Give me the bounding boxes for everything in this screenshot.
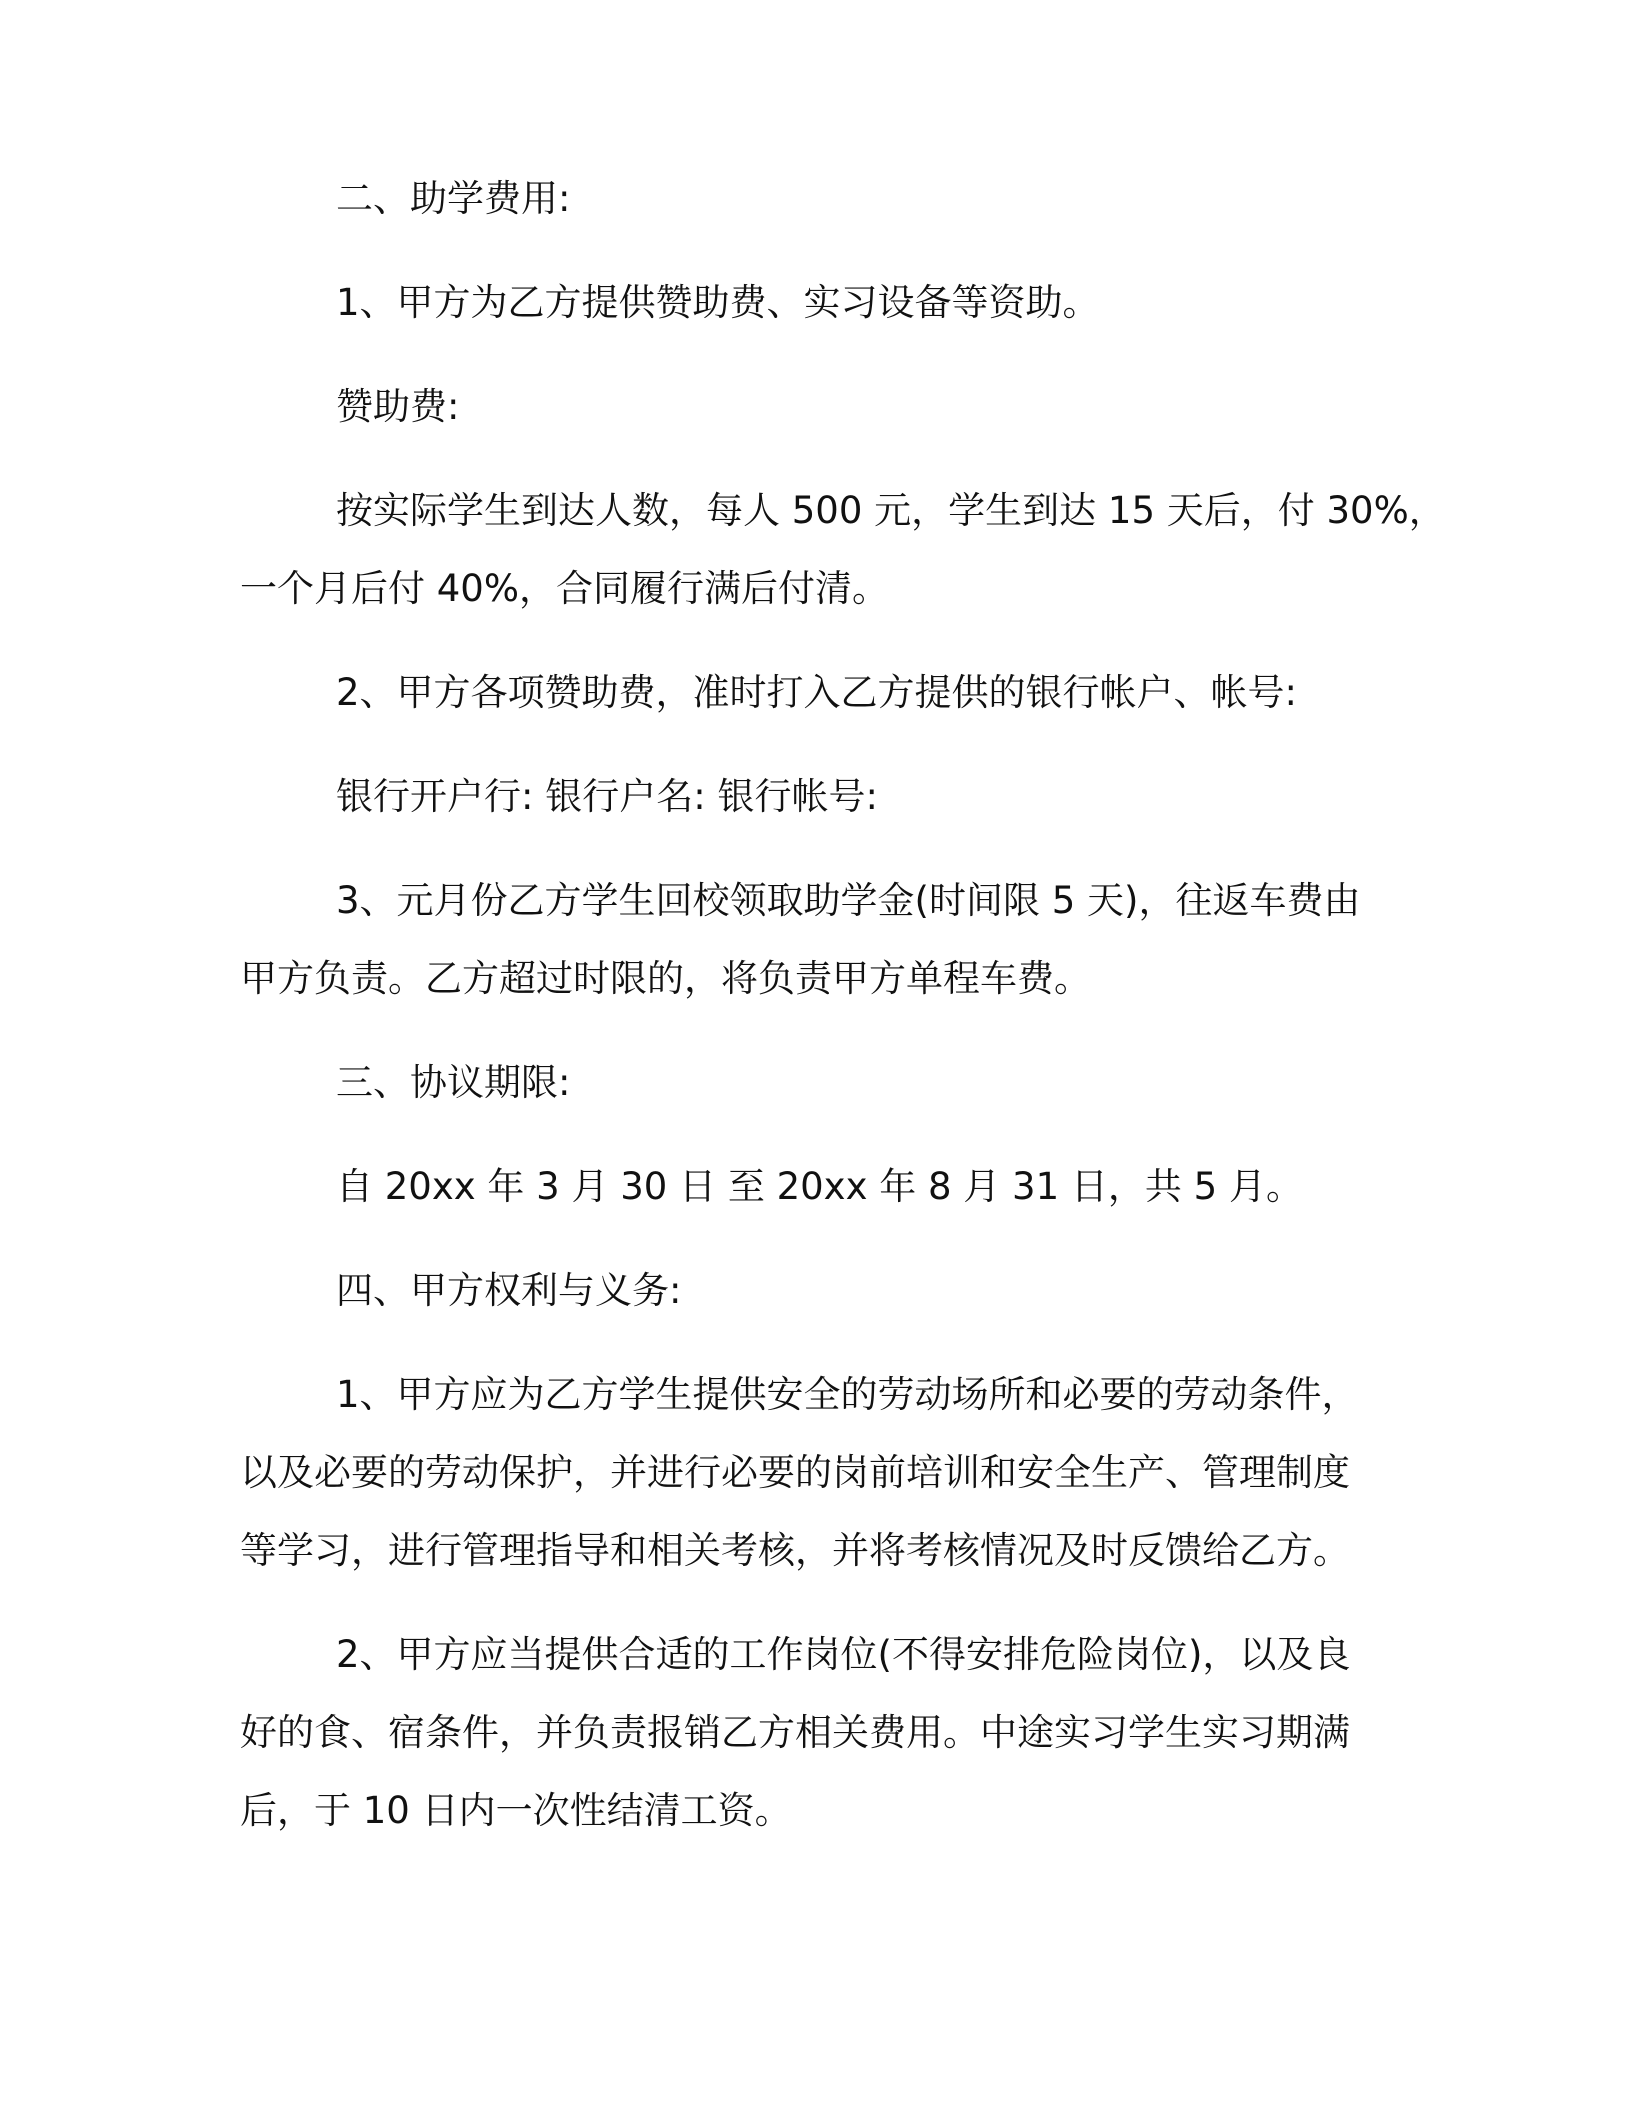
- text-line: 一个月后付 40%，合同履行满后付清。: [240, 567, 889, 610]
- paragraph-agreement-term: [240, 1148, 1420, 1226]
- text-line: 2、甲方应当提供合适的工作岗位(不得安排危险岗位)，以及良: [336, 1633, 1351, 1676]
- paragraph-party-a-2: [240, 1616, 1420, 1850]
- text-line: 四、甲方权利与义务:: [336, 1269, 682, 1312]
- label-sponsorship-fee: [240, 368, 1420, 446]
- paragraph-party-a-1: [240, 1356, 1420, 1590]
- text-line: 以及必要的劳动保护，并进行必要的岗前培训和安全生产、管理制度: [240, 1451, 1350, 1494]
- paragraph-funding-1: [240, 264, 1420, 342]
- text-line: 2、甲方各项赞助费，准时打入乙方提供的银行帐户、帐号:: [336, 671, 1298, 714]
- heading-funding: [240, 160, 1420, 238]
- text-line: 1、甲方为乙方提供赞助费、实习设备等资助。: [336, 281, 1100, 324]
- text-line: 3、元月份乙方学生回校领取助学金(时间限 5 天)，往返车费由: [336, 879, 1361, 922]
- text-line: 后，于 10 日内一次性结清工资。: [240, 1789, 792, 1832]
- text-line: 银行开户行: 银行户名: 银行帐号:: [336, 775, 878, 818]
- text-line: 甲方负责。乙方超过时限的，将负责甲方单程车费。: [240, 957, 1091, 1000]
- document-page: [240, 160, 1446, 1850]
- text-line: 好的食、宿条件，并负责报销乙方相关费用。中途实习学生实习期满: [240, 1711, 1350, 1754]
- text-line: 二、助学费用:: [336, 177, 571, 220]
- bank-info-fields: [240, 758, 1420, 836]
- text-line: 三、协议期限:: [336, 1061, 571, 1104]
- paragraph-sponsorship-terms: [240, 472, 1446, 628]
- paragraph-funding-2: [240, 654, 1420, 732]
- text-line: 1、甲方应为乙方学生提供安全的劳动场所和必要的劳动条件，: [336, 1373, 1359, 1416]
- paragraph-funding-3: [240, 862, 1420, 1018]
- text-line: 自 20xx 年 3 月 30 日 至 20xx 年 8 月 31 日，共 5 月。: [336, 1165, 1303, 1208]
- heading-agreement-term: [240, 1044, 1420, 1122]
- text-line: 赞助费:: [336, 385, 460, 428]
- text-line: 按实际学生到达人数，每人 500 元，学生到达 15 天后，付 30%，: [336, 489, 1446, 532]
- text-line: 等学习，进行管理指导和相关考核，并将考核情况及时反馈给乙方。: [240, 1529, 1350, 1572]
- heading-party-a-rights: [240, 1252, 1420, 1330]
